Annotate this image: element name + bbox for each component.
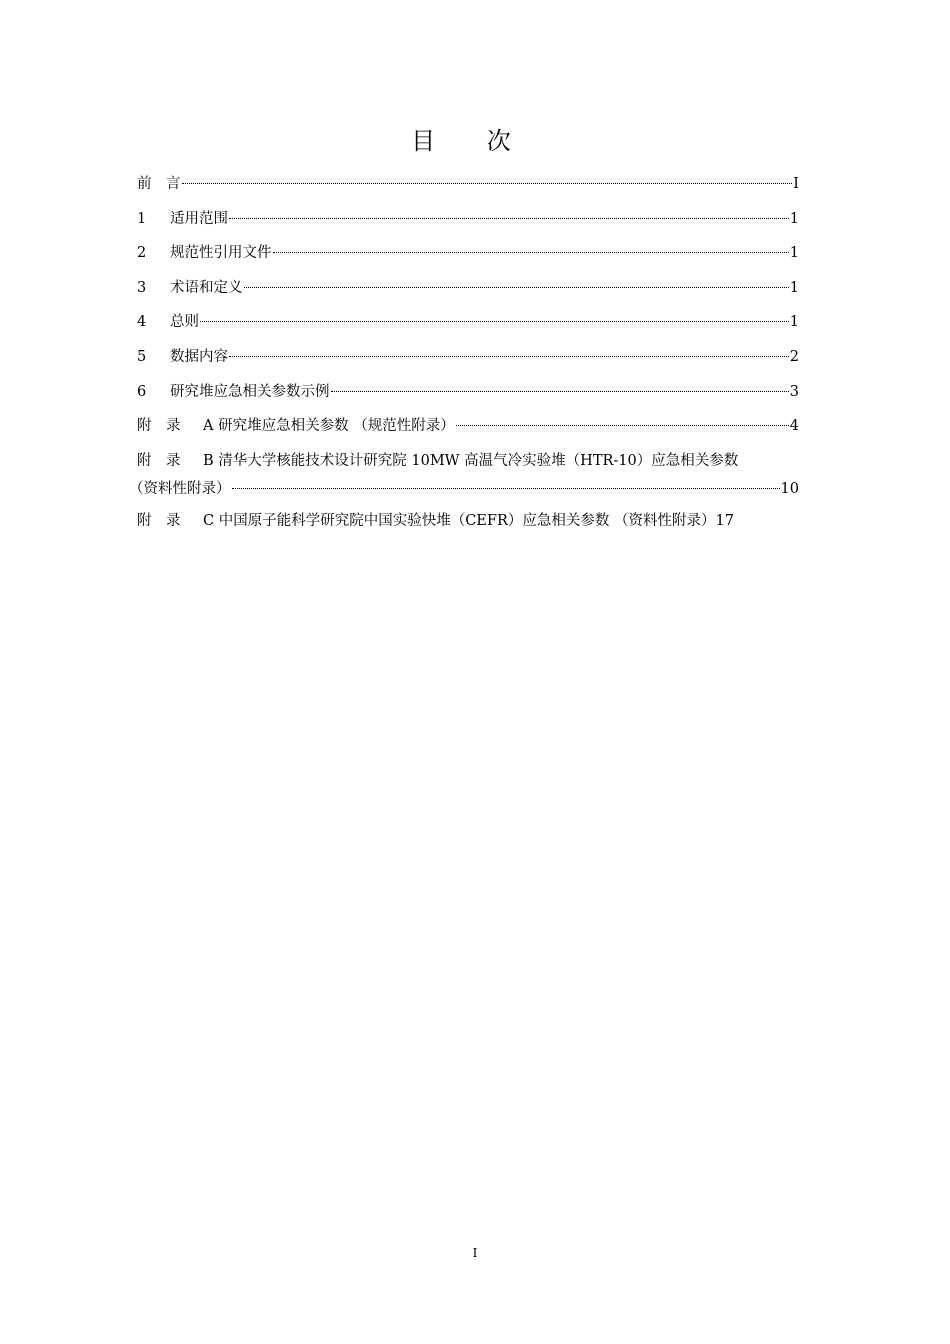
toc-entry-appendix-a[interactable]	[137, 412, 799, 447]
toc-section-number: 3	[137, 279, 147, 296]
toc-entry-appendix-b[interactable]	[129, 447, 799, 507]
toc-entry-2[interactable]	[137, 239, 799, 274]
toc-entry-3[interactable]	[137, 274, 799, 309]
appendix-prefix: 附 录	[137, 452, 181, 469]
toc-entry-label: 规范性引用文件	[170, 245, 272, 262]
toc-entry-foreword[interactable]	[137, 170, 799, 205]
toc-page-number: 1	[789, 314, 799, 331]
toc-leader-dots	[229, 356, 789, 357]
toc-entry-label: 研究堆应急相关参数示例	[170, 383, 330, 400]
toc-leader-dots	[244, 287, 789, 288]
table-of-contents	[129, 170, 799, 541]
toc-entry-label: C 中国原子能科学研究院中国实验快堆（CEFR）应急相关参数 （资料性附录）	[203, 512, 716, 529]
toc-page-number: 2	[789, 348, 799, 365]
toc-entry-appendix-c[interactable]	[137, 507, 799, 542]
toc-entry-5[interactable]	[137, 343, 799, 378]
toc-entry-label: A 研究堆应急相关参数 （规范性附录）	[203, 418, 455, 435]
toc-section-number: 6	[137, 383, 147, 400]
toc-leader-dots	[229, 218, 789, 219]
toc-page-number: 1	[789, 210, 799, 227]
toc-entry-label: B 清华大学核能技术设计研究院 10MW 高温气冷实验堆（HTR-10）应急相关参数	[203, 452, 739, 469]
toc-page-number: 10	[780, 480, 799, 497]
toc-section-number: 4	[137, 314, 147, 331]
toc-entry-4[interactable]	[137, 308, 799, 343]
toc-entry-label-continued: （资料性附录）	[129, 480, 231, 497]
toc-entry-label: 总则	[170, 314, 199, 331]
toc-leader-dots	[232, 488, 780, 489]
toc-section-number: 1	[137, 210, 147, 227]
appendix-prefix: 附 录	[137, 418, 181, 435]
toc-page-number: 1	[789, 279, 799, 296]
toc-entry-1[interactable]	[137, 205, 799, 240]
page-title: 目 次	[411, 127, 533, 155]
toc-page-number: 17	[715, 512, 734, 529]
toc-entry-6[interactable]	[137, 378, 799, 413]
toc-leader-dots	[182, 183, 793, 184]
toc-section-number: 5	[137, 348, 147, 365]
toc-leader-dots	[273, 252, 789, 253]
toc-leader-dots	[456, 425, 789, 426]
toc-leader-dots	[200, 321, 789, 322]
toc-page-number: I	[793, 176, 799, 192]
toc-entry-label: 数据内容	[170, 348, 228, 365]
toc-page-number: 3	[789, 383, 799, 400]
toc-section-number: 2	[137, 245, 147, 262]
toc-leader-dots	[331, 391, 789, 392]
footer-page-number: I	[472, 1246, 478, 1260]
toc-page-number: 1	[789, 245, 799, 262]
toc-entry-label: 术语和定义	[170, 279, 243, 296]
toc-entry-label: 适用范围	[170, 210, 228, 227]
appendix-prefix: 附 录	[137, 512, 181, 529]
toc-entry-label: 前 言	[137, 176, 181, 192]
toc-page-number: 4	[789, 418, 799, 435]
